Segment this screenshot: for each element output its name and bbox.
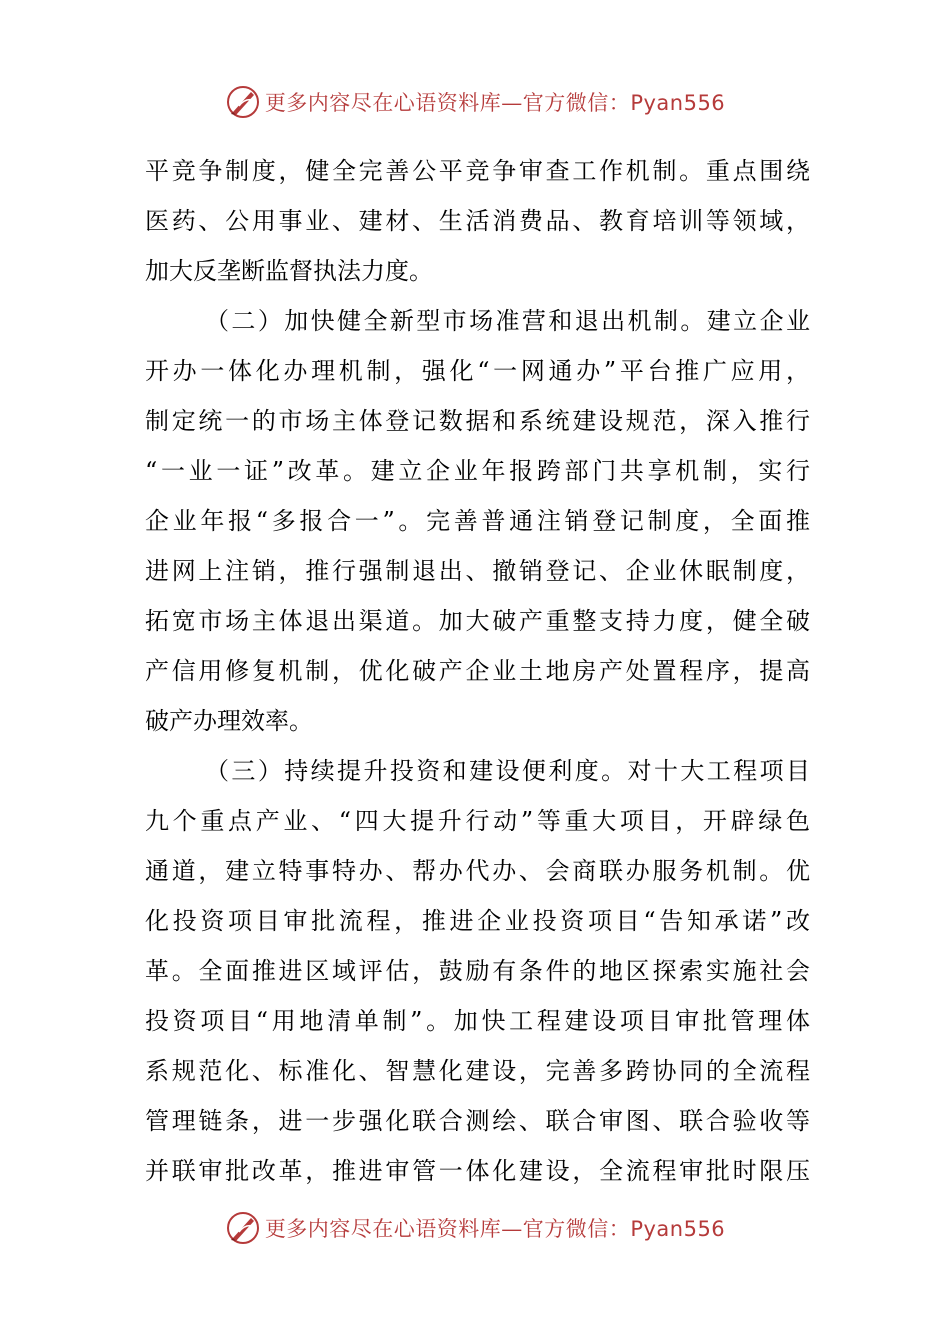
text-line: 企业年报“多报合一”。完善普通注销登记制度，全面推 [145, 507, 810, 535]
text-line: 破产办理效率。 [145, 707, 313, 735]
text-line: 拓宽市场主体退出渠道。加大破产重整支持力度，健全破 [145, 607, 810, 635]
text-line: 投资项目“用地清单制”。加快工程建设项目审批管理体 [145, 1007, 810, 1035]
pen-logo-icon [225, 84, 261, 120]
text-line: （二）加快健全新型市场准营和退出机制。建立企业 [205, 307, 810, 335]
text-line: 开办一体化办理机制，强化“一网通办”平台推广应用， [145, 357, 810, 385]
text-line: 医药、公用事业、建材、生活消费品、教育培训等领域， [145, 207, 810, 235]
text-line: “一业一证”改革。建立企业年报跨部门共享机制，实行 [145, 457, 810, 485]
text-line: 制定统一的市场主体登记数据和系统建设规范，深入推行 [145, 407, 810, 435]
text-line: 化投资项目审批流程，推进企业投资项目“告知承诺”改 [145, 907, 810, 935]
text-line: 管理链条，进一步强化联合测绘、联合审图、联合验收等 [145, 1107, 810, 1135]
header-banner [0, 82, 950, 122]
footer-banner [0, 1208, 950, 1248]
pen-logo-icon [225, 1210, 261, 1246]
text-line: 九个重点产业、“四大提升行动”等重大项目，开辟绿色 [145, 807, 810, 835]
body-text [145, 146, 810, 1196]
text-line: 并联审批改革，推进审管一体化建设，全流程审批时限压 [145, 1157, 810, 1185]
text-line: 进网上注销，推行强制退出、撤销登记、企业休眠制度， [145, 557, 810, 585]
footer-banner-text: 更多内容尽在心语资料库—官方微信：Pyan556 [264, 1217, 726, 1241]
text-line: （三）持续提升投资和建设便利度。对十大工程项目 [205, 757, 810, 785]
text-line: 系规范化、标准化、智慧化建设，完善多跨协同的全流程 [145, 1057, 810, 1085]
text-line: 产信用修复机制，优化破产企业土地房产处置程序，提高 [145, 657, 810, 685]
header-banner-text: 更多内容尽在心语资料库—官方微信：Pyan556 [264, 91, 726, 115]
text-line: 通道，建立特事特办、帮办代办、会商联办服务机制。优 [145, 857, 810, 885]
text-line: 革。全面推进区域评估，鼓励有条件的地区探索实施社会 [145, 957, 810, 985]
text-line: 平竞争制度，健全完善公平竞争审查工作机制。重点围绕 [145, 157, 810, 185]
text-line: 加大反垄断监督执法力度。 [145, 257, 433, 285]
